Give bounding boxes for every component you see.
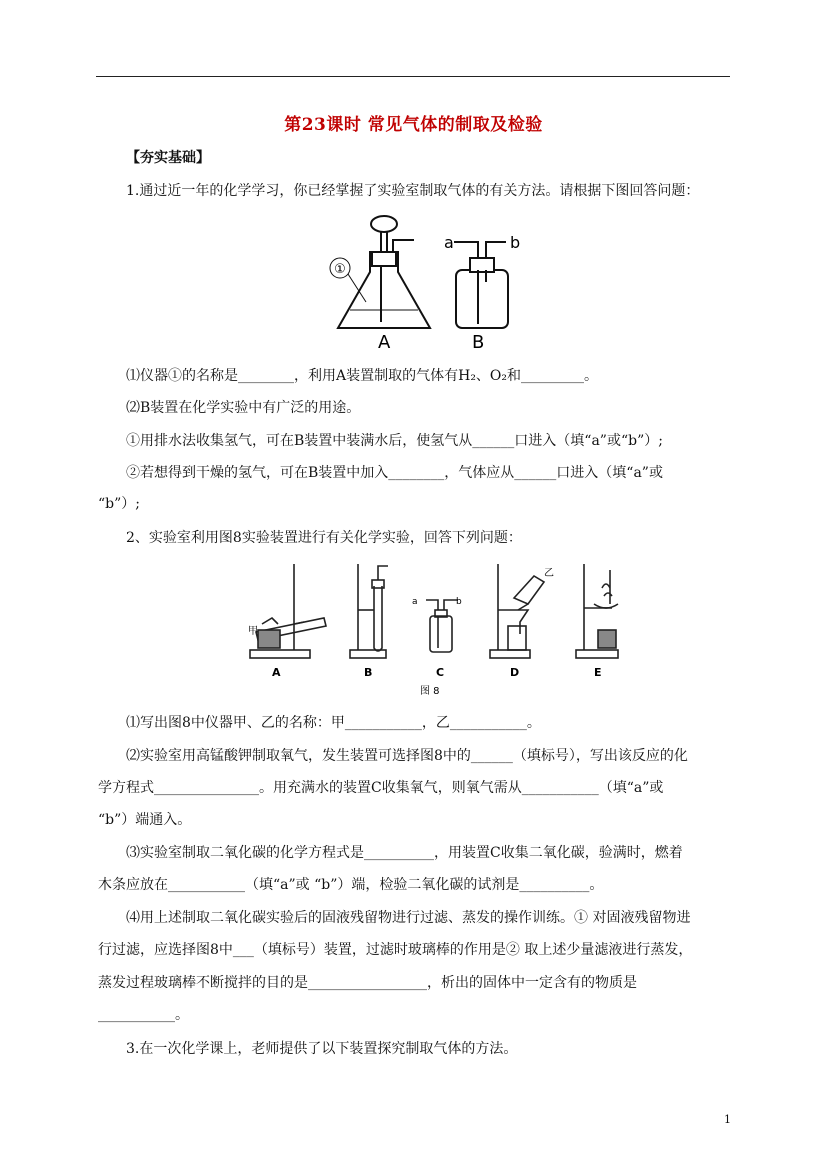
q2-part3-line1: ⑶实验室制取二氧化碳的化学方程式是__________，用装置C收集二氧化碳，验满时，燃着	[126, 845, 683, 861]
q2-part4-line3: 蒸发过程玻璃棒不断搅拌的目的是_________________，析出的固体中一定含有的物质是	[98, 975, 637, 991]
apparatus-C	[426, 600, 458, 652]
q2-part2-line1: ⑵实验室用高锰酸钾制取氧气，发生装置可选择图8中的______（填标号），写出该反应的化	[126, 748, 688, 764]
fig8-label-a: a	[412, 597, 418, 607]
q2-part2-line2: 学方程式_______________。用充满水的装置C收集氧气，则氧气需从___________（填“a”或	[98, 780, 664, 796]
q1-part1: ⑴仪器①的名称是________，利用A装置制取的气体有H₂、O₂和_________。	[126, 368, 599, 384]
fig1-label-a: a	[444, 233, 454, 252]
q1-part2-item2: ②若想得到干燥的氢气，可在B装置中加入________，气体应从______口进入（填“a”或	[126, 465, 663, 481]
gas-washing-bottle	[456, 270, 508, 328]
fig1-label-b: b	[510, 233, 521, 252]
fig8-label-C: C	[436, 666, 445, 679]
q2-part4-line2: 行过滤，应选择图8中___（填标号）装置，过滤时玻璃棒的作用是② 取上述少量滤液进行蒸发，	[98, 942, 693, 958]
q2-part3-line2: 木条应放在___________（填“a”或 “b”）端，检验二氧化碳的试剂是__________。	[98, 877, 604, 893]
figure-8	[232, 560, 632, 698]
apparatus-D	[490, 564, 544, 658]
apparatus-E	[576, 564, 618, 658]
q1-figure	[326, 210, 526, 355]
fig8-label-b: b	[456, 597, 462, 607]
fig8-label-B: B	[364, 666, 373, 679]
fig8-caption: 图 8	[420, 686, 440, 697]
fig8-label-D: D	[510, 666, 520, 679]
funnel-bulb	[371, 216, 397, 232]
q2-part1: ⑴写出图8中仪器甲、乙的名称：甲___________，乙___________。	[126, 715, 541, 731]
apparatus-B	[350, 564, 388, 658]
fig8-label-jia: 甲	[248, 626, 258, 637]
fig8-label-yi: 乙	[544, 568, 554, 579]
q1-part2: ⑵B装置在化学实验中有广泛的用途。	[126, 400, 361, 416]
page-number: 1	[724, 1113, 731, 1126]
q2-part2-line3: “b”）端通入。	[98, 812, 192, 828]
fig1-label-A: A	[378, 332, 391, 353]
fig8-label-E: E	[594, 666, 602, 679]
q2-part4-line1: ⑷用上述制取二氧化碳实验后的固液残留物进行过滤、蒸发的操作训练。① 对固液残留物进	[126, 910, 691, 926]
q2-part4-line4: ___________。	[98, 1007, 189, 1023]
q3-stem: 3.在一次化学课上，老师提供了以下装置探究制取气体的方法。	[126, 1041, 518, 1057]
section-heading: 【夯实基础】	[126, 150, 210, 166]
q1-part2-item2-cont: “b”）;	[98, 496, 140, 512]
page-title: 第23课时 常见气体的制取及检验	[284, 115, 543, 135]
fig8-label-A: A	[272, 666, 281, 679]
q2-stem: 2、实验室利用图8实验装置进行有关化学实验，回答下列问题：	[126, 530, 522, 546]
apparatus-A	[250, 564, 326, 658]
funnel-stem	[381, 232, 387, 322]
q1-part2-item1: ①用排水法收集氢气，可在B装置中装满水后，使氢气从______口进入（填“a”或“b”）;	[126, 433, 663, 449]
fig1-label-1: ①	[334, 262, 346, 277]
q1-stem: 1.通过近一年的化学学习，你已经掌握了实验室制取气体的有关方法。请根据下图回答问题：	[126, 183, 700, 199]
delivery-tube	[393, 240, 414, 252]
header-rule	[96, 76, 730, 77]
fig1-label-B: B	[472, 332, 485, 353]
stopper	[372, 252, 396, 266]
